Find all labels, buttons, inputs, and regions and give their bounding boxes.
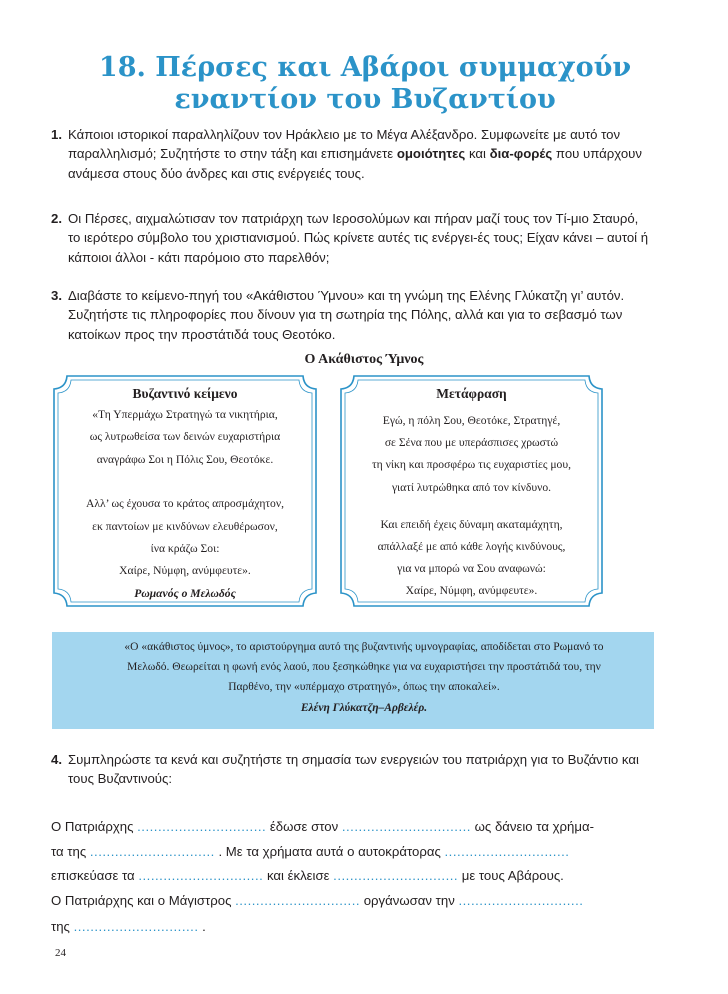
question-4 (51, 750, 651, 789)
verse-line: τη νίκη και προσφέρω τις ευχαριστίες μου, (372, 458, 571, 472)
page-title (60, 52, 670, 116)
verse-line: αναγράφω Σοι η Πόλις Σου, Θεοτόκε. (96, 452, 274, 466)
verse-line: ως λυτρωθείσα των δεινών ευχαριστήρια (89, 430, 281, 444)
fill-line-3: επισκεύασε τα .............................. και έκλεισε .............................. με τους Αβάρους. (51, 868, 564, 883)
question-1 (51, 125, 651, 183)
byzantine-text-box (53, 375, 317, 607)
translation-heading: Μετάφραση (436, 386, 507, 401)
source-title: Ο Ακάθιστος Ύμνος (304, 352, 424, 367)
verse-line: για να μπορώ να Σου αναφωνώ: (397, 562, 546, 576)
verse-line: ίνα κράζω Σοι: (150, 542, 220, 556)
question-text: Κάποιοι ιστορικοί παραλληλίζουν τον Ηράκλειο με το Μέγα Αλέξανδρο. Συμφωνείτε με αυτό τον παραλληλισμό; Συζητήστε το στην τάξη και επισημάνετε ομοιότητες και δια-φορές που υπάρχουν ανάμεσα στους δύο άνδρες και στις ενέργειές τους. (68, 127, 642, 181)
bold-similarities: ομοιότητες (396, 146, 466, 162)
byzantine-verses (53, 404, 317, 605)
question-number: 4. (51, 752, 62, 767)
title-line-1: 18. Πέρσες και Αβάροι συμμαχούν (98, 52, 632, 83)
verse-line: εκ παντοίων με κινδύνων ελευθέρωσον, (92, 519, 278, 533)
question-2 (51, 209, 651, 267)
quote-line: Παρθένο, την «υπέρμαχο στρατηγό», όπως την αποκαλεί». (228, 681, 500, 694)
verse-line: «Τη Υπερμάχω Στρατηγώ τα νικητήρια, (92, 408, 278, 421)
question-number: 3. (51, 288, 62, 303)
verse-line: Και επειδή έχεις δύναμη ακαταμάχητη, (380, 517, 563, 531)
verse-line: Αλλ’ ως έχουσα το κράτος απροσμάχητον, (85, 497, 284, 511)
historian-quote-box (52, 632, 654, 729)
question-3 (51, 286, 651, 344)
fill-line-4: Ο Πατριάρχης και ο Μάγιστρος .............................. οργάνωσαν την .............................. (51, 893, 584, 908)
verse-line: σε Σένα που με υπεράσπισες χρωστώ (384, 436, 559, 450)
byzantine-author: Ρωμανός ο Μελωδός (134, 586, 236, 600)
quote-line: Μελωδό. Θεωρείται η φωνή ενός λαού, που ξεσηκώθηκε για να ευχαριστήσει την προστάτιδά του, την (127, 661, 601, 674)
blank-of[interactable]: .............................. (73, 919, 199, 934)
blank-repaired[interactable]: .............................. (138, 868, 264, 883)
quote-line: «Ο «ακάθιστος ύμνος», το αριστούργημα αυτό της βυζαντινής υμνογραφίας, αποδίδεται στο Ρωμανό το (124, 641, 604, 653)
verse-line: γιατί λυτρώθηκα από τον κίνδυνο. (391, 480, 552, 494)
bold-differences: δια-φορές (489, 146, 553, 162)
blank-organized[interactable]: .............................. (458, 893, 584, 908)
byzantine-heading: Βυζαντινό κείμενο (132, 386, 238, 401)
quote-text (84, 637, 644, 718)
blank-emperor[interactable]: .............................. (444, 844, 570, 859)
question-text: Συμπληρώστε τα κενά και συζητήστε τη σημασία των ενεργειών του πατριάρχη για το Βυζάντιο και τους Βυζαντινούς: (68, 752, 639, 787)
blank-patriarch-magister[interactable]: .............................. (235, 893, 361, 908)
fill-line-2: τα της .............................. . Με τα χρήματα αυτά ο αυτοκράτορας .............................. (51, 844, 570, 859)
question-text: Οι Πέρσες, αιχμαλώτισαν τον πατριάρχη των Ιεροσολύμων και πήραν μαζί τους τον Τί-μιο Σταυρό, το ιερότερο σύμβολο του χριστιανισμού. Πώς κρίνετε αυτές τις ενέργει-ές τους; Είχαν κάνει – αυτοί ή κάποιοι άλλοι - κάτι παρόμοιο στο παρελθόν; (68, 211, 649, 265)
verse-line: απάλλαξέ με από κάθε λογής κινδύνους, (377, 540, 566, 554)
verse-gap (53, 471, 317, 493)
blank-gave-to[interactable]: ............................... (341, 819, 471, 834)
question-text: Διαβάστε το κείμενο-πηγή του «Ακάθιστου Ύμνου» και τη γνώμη της Ελένης Γλύκατζη γι’ αυτόν. Συζητήστε τις πληροφορίες που δίνουν για τη σωτηρία της Πόλης, αλλά και για το σεβασμό των κατοίκων προς την προστάτιδά τους Θεοτόκο. (68, 288, 625, 342)
page-number: 24 (55, 947, 66, 959)
question-number: 1. (51, 127, 62, 142)
question-number: 2. (51, 211, 62, 226)
blank-patriarch-gave[interactable]: ............................... (137, 819, 267, 834)
verse-gap (340, 499, 603, 514)
blank-money-of[interactable]: .............................. (89, 844, 215, 859)
blank-closed[interactable]: .............................. (333, 868, 459, 883)
fill-line-5: της .............................. . (51, 919, 206, 934)
quote-author: Ελένη Γλύκατζη–Αρβελέρ. (300, 701, 428, 714)
translation-box (340, 375, 603, 607)
title-line-2: εναντίον του Βυζαντίου (174, 84, 556, 115)
verse-line: Χαίρε, Νύμφη, ανύμφευτε». (405, 584, 538, 598)
verse-line: Εγώ, η πόλη Σου, Θεοτόκε, Στρατηγέ, (382, 414, 561, 427)
translation-verses (340, 410, 603, 603)
verse-line: Χαίρε, Νύμφη, ανύμφευτε». (119, 564, 251, 578)
fill-line-1: Ο Πατριάρχης ............................... έδωσε στον ............................... ως δάνειο τα χρήμα- (51, 819, 594, 834)
